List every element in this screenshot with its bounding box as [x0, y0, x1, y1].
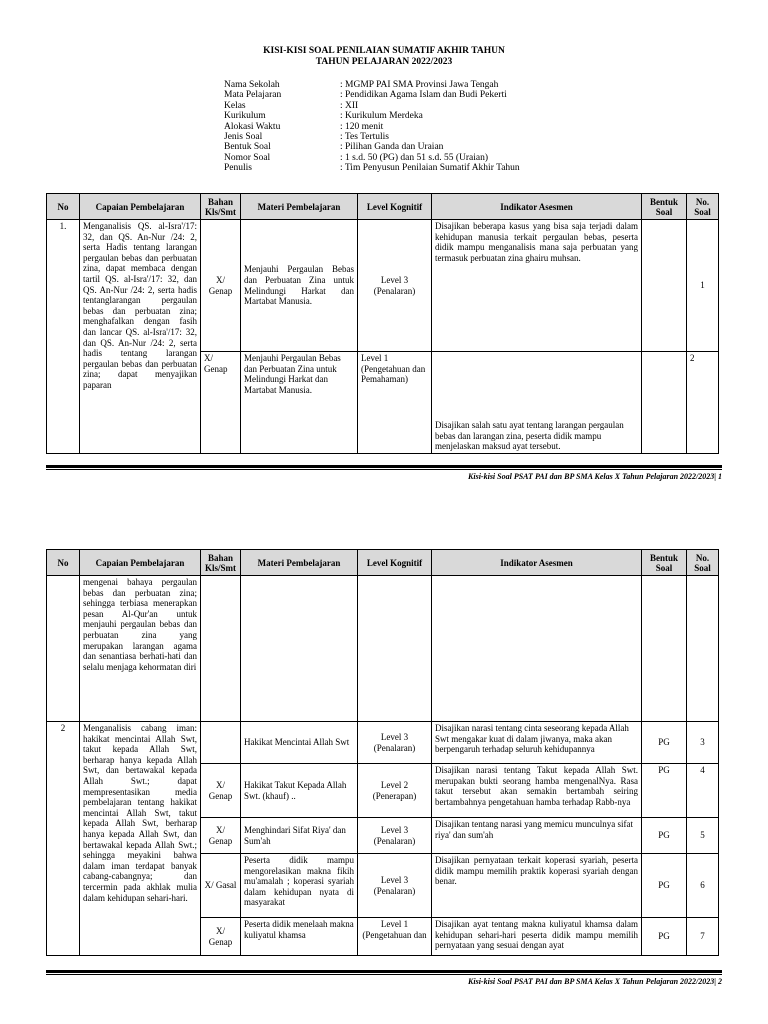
bentuk-cell: [642, 576, 687, 722]
header-capaian: Capaian Pembelajaran: [80, 194, 201, 220]
meta-label: Kurikulum: [224, 111, 266, 122]
bahan-cell: [201, 722, 241, 764]
meta-value: : 120 menit: [340, 121, 384, 132]
meta-label: Alokasi Waktu: [224, 121, 281, 132]
meta-value: : Tim Penyusun Penilaian Sumatif Akhir Tahun: [340, 163, 520, 174]
bahan-cell: X/ Genap: [201, 220, 241, 352]
bentuk-cell: PG: [642, 918, 687, 956]
meta-value: : Tes Tertulis: [340, 132, 389, 143]
header-bentuk: Bentuk Soal: [642, 550, 687, 576]
level-cell: Level 1 (Pengetahuan dan Pemahaman): [358, 352, 432, 454]
header-materi: Materi Pembelajaran: [241, 550, 358, 576]
meta-value: : MGMP PAI SMA Provinsi Jawa Tengah: [340, 80, 499, 90]
materi-cell: Peserta didik menelaah makna kuliyatul khamsa: [241, 918, 358, 956]
indikator-cell: Disajikan salah satu ayat tentang larangan pergaulan bebas dan larangan zina, peserta didik mampu menjelaskan maksud ayat tersebut.: [432, 352, 642, 454]
meta-row: [224, 90, 520, 100]
row-number: [47, 576, 80, 722]
header-level: Level Kognitif: [358, 194, 432, 220]
meta-label: Penulis: [224, 163, 252, 174]
page-footer: Kisi-kisi Soal PSAT PAI dan BP SMA Kelas X Tahun Pelajaran 2022/2023| 1: [468, 472, 722, 481]
level-cell: Level 3 (Penalaran): [358, 854, 432, 918]
level-cell: Level 1 (Pengetahuan dan: [358, 918, 432, 956]
meta-label: Nama Sekolah: [224, 80, 280, 90]
header-nosoal: No. Soal: [687, 194, 719, 220]
header-materi: Materi Pembelajaran: [241, 194, 358, 220]
meta-row: [224, 101, 520, 111]
bahan-cell: X/ Genap: [201, 764, 241, 818]
assessment-table: [46, 549, 719, 956]
nosoal-cell: 7: [687, 918, 719, 956]
row-number: 1.: [47, 220, 80, 454]
materi-cell: Peserta didik mampu mengorelasikan makna fikih mu'amalah ; koperasi syariah dalam kehidupan nyata di masyarakat: [241, 854, 358, 918]
document-title: KISI-KISI SOAL PENILAIAN SUMATIF AKHIR TAHUN: [263, 46, 505, 56]
header-bentuk: Bentuk Soal: [642, 194, 687, 220]
document-subtitle: TAHUN PELAJARAN 2022/2023: [315, 57, 453, 67]
level-cell: Level 2 (Penerapan): [358, 764, 432, 818]
meta-label: Jenis Soal: [224, 132, 263, 143]
indikator-cell: [432, 576, 642, 722]
footer-rule: [46, 970, 722, 973]
nosoal-cell: 4: [687, 764, 719, 818]
indikator-cell: Disajikan narasi tentang cinta seseorang kepada Allah Swt mengakar kuat di dalam jiwanya, maka akan berpengaruh terhadap seluruh kehidupannya: [432, 722, 642, 764]
bahan-cell: X/ Gasal: [201, 854, 241, 918]
capaian-cell: mengenai bahaya pergaulan bebas dan perbuatan zina; sehingga terbiasa menerapkan pesan Al-Qur'an untuk menjauhi pergaulan bebas dan perbuatan zina yang merupakan larangan agama dan senantiasa berhati-hati dan selalu menjaga kehormatan diri: [80, 576, 201, 722]
capaian-cell: Menganalisis cabang iman: hakikat mencintai Allah Swt, takut kepada Allah Swt, berharap hanya kepada Allah Swt, dan bertawakal kepada Allah Swt.; dapat mempresentasikan media pembelajaran tentang hakikat mencintai Allah Swt, takut kepada Allah Swt, berharap hanya kepada Allah Swt, dan bertawakal kepada Allah Swt.; sehingga meyakini bahwa dalam iman terdapat banyak cabang-cabangnya; dan tercermin pada akhlak mulia dalam kehidupan sehari-hari.: [80, 722, 201, 956]
meta-value: : Pendidikan Agama Islam dan Budi Pekerti: [340, 90, 507, 101]
level-cell: Level 3 (Penalaran): [358, 818, 432, 854]
meta-value: : Kurikulum Merdeka: [340, 111, 423, 122]
footer-rule: [46, 974, 722, 975]
header-capaian: Capaian Pembelajaran: [80, 550, 201, 576]
materi-cell: Hakikat Mencintai Allah Swt: [241, 722, 358, 764]
materi-cell: Menjauhi Pergaulan Bebas dan Perbuatan Zina untuk Melindungi Harkat dan Martabat Manusia.: [241, 352, 358, 454]
meta-row: [224, 111, 520, 121]
level-cell: Level 3 (Penalaran): [358, 722, 432, 764]
materi-cell: Menjauhi Pergaulan Bebas dan Perbuatan Zina untuk Melindungi Harkat dan Martabat Manusia.: [241, 220, 358, 352]
page-footer: Kisi-kisi Soal PSAT PAI dan BP SMA Kelas X Tahun Pelajaran 2022/2023| 2: [468, 977, 722, 986]
bentuk-cell: PG: [642, 854, 687, 918]
header-level: Level Kognitif: [358, 550, 432, 576]
capaian-cell: Menganalisis QS. al-Isra'/17: 32, dan QS. An-Nur /24: 2, serta Hadis tentang larangan pergaulan bebas dan perbuatan zina, dapat membaca dengan tartil QS. al-Isra'/17: 32, dan QS. An-Nur /24: 2, serta hadis tentanglarangan pergaulan bebas dan perbuatan zina; menghafalkan dengan fasih dan lancar QS. al-Isra'/17: 32, dan QS. An-Nur /24: 2, serta hadis tentang larangan pergaulan bebas dan perbuatan zina; dapat menyajikan paparan: [80, 220, 201, 454]
meta-label: Kelas: [224, 100, 246, 111]
header-indikator: Indikator Asesmen: [432, 550, 642, 576]
meta-row: [224, 153, 520, 163]
table-header-row: [47, 550, 719, 576]
metadata-block: [224, 80, 520, 174]
level-cell: [358, 576, 432, 722]
bentuk-cell: [642, 352, 687, 454]
bentuk-cell: PG: [642, 722, 687, 764]
level-cell: Level 3 (Penalaran): [358, 220, 432, 352]
nosoal-cell: 6: [687, 854, 719, 918]
bentuk-cell: PG: [642, 764, 687, 818]
nosoal-cell: 3: [687, 722, 719, 764]
header-indikator: Indikator Asesmen: [432, 194, 642, 220]
row-number: 2: [47, 722, 80, 956]
bentuk-cell: PG: [642, 818, 687, 854]
nosoal-cell: 2: [687, 352, 719, 454]
header-no: No: [47, 194, 80, 220]
assessment-table: [46, 193, 719, 454]
document-page-2: [0, 530, 768, 1024]
meta-row: [224, 142, 520, 152]
bentuk-cell: [642, 220, 687, 352]
meta-label: Mata Pelajaran: [224, 90, 282, 101]
table-header-row: [47, 194, 719, 220]
indikator-cell: Disajikan narasi tentang Takut kepada Allah Swt. merupakan bukti seorang hamba mengenalNya. Rasa takut tersebut akan semakin bertambah seiring bertambahnya pengetahuan hamba terhadap Rabb-nya: [432, 764, 642, 818]
meta-row: [224, 122, 520, 132]
table-row: [47, 576, 719, 722]
footer-rule: [46, 465, 722, 468]
nosoal-cell: 5: [687, 818, 719, 854]
meta-label: Nomor Soal: [224, 152, 271, 163]
meta-row: [224, 80, 520, 90]
indikator-cell: Disajikan tentang narasi yang memicu munculnya sifat riya' dan sum'ah: [432, 818, 642, 854]
meta-value: : XII: [340, 100, 359, 111]
bahan-cell: X/ Genap: [201, 918, 241, 956]
materi-cell: Hakikat Takut Kepada Allah Swt. (khauf) ..: [241, 764, 358, 818]
meta-value: : Pilihan Ganda dan Uraian: [340, 142, 444, 153]
meta-row: [224, 163, 520, 173]
indikator-cell: Disajikan beberapa kasus yang bisa saja terjadi dalam kehidupan manusia terkait pergaulan bebas, peserta didik mampu menganalisis mana saja perbuatan yang termasuk perbuatan zina ghairu muhsan.: [432, 220, 642, 352]
nosoal-cell: 1: [687, 220, 719, 352]
materi-cell: Menghindari Sifat Riya' dan Sum'ah: [241, 818, 358, 854]
indikator-cell: Disajikan ayat tentang makna kuliyatul khamsa dalam kehidupan sehari-hari peserta didik mampu memilih pernyataan yang sesuai dengan ayat: [432, 918, 642, 956]
table-row: [47, 220, 719, 352]
header-no: No: [47, 550, 80, 576]
bahan-cell: X/ Genap: [201, 818, 241, 854]
table-row: [47, 722, 719, 764]
header-nosoal: No. Soal: [687, 550, 719, 576]
header-bahan: Bahan Kls/Smt: [201, 194, 241, 220]
nosoal-cell: [687, 576, 719, 722]
footer-rule: [46, 469, 722, 470]
meta-label: Bentuk Soal: [224, 142, 271, 153]
header-bahan: Bahan Kls/Smt: [201, 550, 241, 576]
materi-cell: [241, 576, 358, 722]
bahan-cell: X/ Genap: [201, 352, 241, 454]
bahan-cell: [201, 576, 241, 722]
meta-value: : 1 s.d. 50 (PG) dan 51 s.d. 55 (Uraian): [340, 152, 489, 163]
indikator-cell: Disajikan pernyataan terkait koperasi syariah, peserta didik mampu memilih praktik koperasi syariah dengan benar.: [432, 854, 642, 918]
meta-row: [224, 132, 520, 142]
document-page-1: [0, 0, 768, 500]
